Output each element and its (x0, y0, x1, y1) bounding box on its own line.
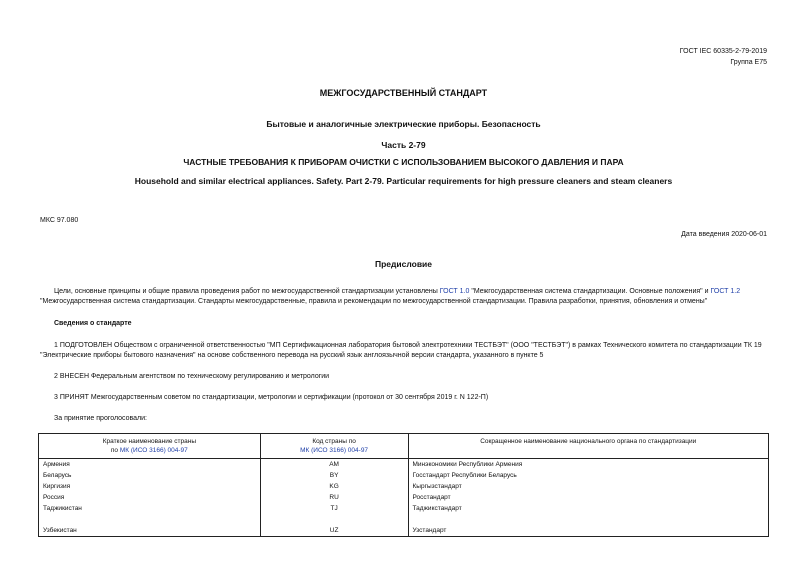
foreword-text-2: "Межгосударственная система стандартизации. Основные положения" и (469, 288, 711, 295)
national-body: Узстандарт (408, 525, 769, 537)
country-code: KG (260, 481, 408, 492)
table-row (39, 459, 769, 471)
country-name: Киргизия (39, 481, 261, 492)
country-code: BY (260, 470, 408, 481)
country-name-header: Краткое наименование страны по МК (ИСО 3166) 004-97 (39, 434, 261, 459)
national-body: Таджикстандарт (408, 503, 769, 514)
mks-code: МКС 97.080 (40, 217, 79, 224)
title-ru: Бытовые и аналогичные электрические приборы. Безопасность (266, 119, 541, 129)
table-row (39, 503, 769, 514)
country-name (39, 514, 261, 525)
about-heading: Сведения о стандарте (54, 320, 132, 327)
national-body: Росстандарт (408, 492, 769, 503)
standard-type: МЕЖГОСУДАРСТВЕННЫЙ СТАНДАРТ (319, 88, 488, 98)
country-code: UZ (260, 525, 408, 537)
intro-date: Дата введения 2020-06-01 (681, 231, 767, 238)
foreword-text-3: "Межгосударственная система стандартизации. Стандарты межгосударственные, правила и рекомендации по межгосударственной стандартизации. Правила разработки, принятия, обновления и отмены" (40, 298, 708, 305)
document-group: Группа Е75 (730, 59, 767, 66)
table-row (39, 514, 769, 525)
table-row (39, 470, 769, 481)
country-name: Россия (39, 492, 261, 503)
country-code: RU (260, 492, 408, 503)
item-2-submitted: 2 ВНЕСЕН Федеральным агентством по техническому регулированию и метрологии (54, 373, 330, 380)
country-name: Таджикистан (39, 503, 261, 514)
country-name: Беларусь (39, 470, 261, 481)
foreword-text-1: Цели, основные принципы и общие правила проведения работ по межгосударственной стандартизации установлены (54, 288, 440, 295)
table-row (39, 481, 769, 492)
agreement-table-wrap (38, 433, 769, 537)
agreement-table (38, 433, 769, 537)
item-3-adopted: 3 ПРИНЯТ Межгосударственным советом по стандартизации, метрологии и сертификации (протокол от 30 сентября 2019 г. N 122-П) (54, 394, 489, 401)
national-body: Госстандарт Республики Беларусь (408, 470, 769, 481)
table-header-row (39, 434, 769, 459)
national-body (408, 514, 769, 525)
foreword-heading: Предисловие (374, 259, 433, 269)
mk-iso-link[interactable]: МК (ИСО 3166) 004-97 (119, 447, 188, 454)
document-code: ГОСТ IEC 60335-2-79-2019 (679, 48, 767, 55)
subtitle-ru: ЧАСТНЫЕ ТРЕБОВАНИЯ К ПРИБОРАМ ОЧИСТКИ С ИСПОЛЬЗОВАНИЕМ ВЫСОКОГО ДАВЛЕНИЯ И ПАРА (183, 157, 624, 167)
part-number: Часть 2-79 (381, 140, 426, 150)
table-row (39, 525, 769, 537)
table-row (39, 492, 769, 503)
foreword-paragraph (40, 287, 771, 307)
national-body: Кыргызстандарт (408, 481, 769, 492)
gost-1-0-link[interactable]: ГОСТ 1.0 (439, 288, 470, 295)
country-name: Узбекистан (39, 525, 261, 537)
country-code: TJ (260, 503, 408, 514)
mk-iso-link-2[interactable]: МК (ИСО 3166) 004-97 (300, 447, 369, 454)
voted-label: За принятие проголосовали: (54, 415, 147, 422)
country-name: Армения (39, 459, 261, 471)
gost-1-2-link[interactable]: ГОСТ 1.2 (710, 288, 741, 295)
national-body: Минэкономики Республики Армения (408, 459, 769, 471)
national-body-header: Сокращенное наименование национального органа по стандартизации (408, 434, 769, 459)
title-en: Household and similar electrical appliances. Safety. Part 2-79. Particular requirements for high pressure cleaners and steam cleaners (134, 176, 673, 186)
country-code: AM (260, 459, 408, 471)
country-code (260, 514, 408, 525)
country-code-header: Код страны по МК (ИСО 3166) 004-97 (260, 434, 408, 459)
item-1-prepared: 1 ПОДГОТОВЛЕН Обществом с ограниченной ответственностью "МП Сертификационная лаборатория бытовой электротехники ТЕСТБЭТ" (ООО "ТЕСТБЭТ") в рамках Технического комитета по стандартизации ТК 19 "Электрические приборы бытового назначения" на основе собственного перевода на русский язык англоязычной версии стандарта, указанного в пункте 5 (40, 342, 762, 359)
